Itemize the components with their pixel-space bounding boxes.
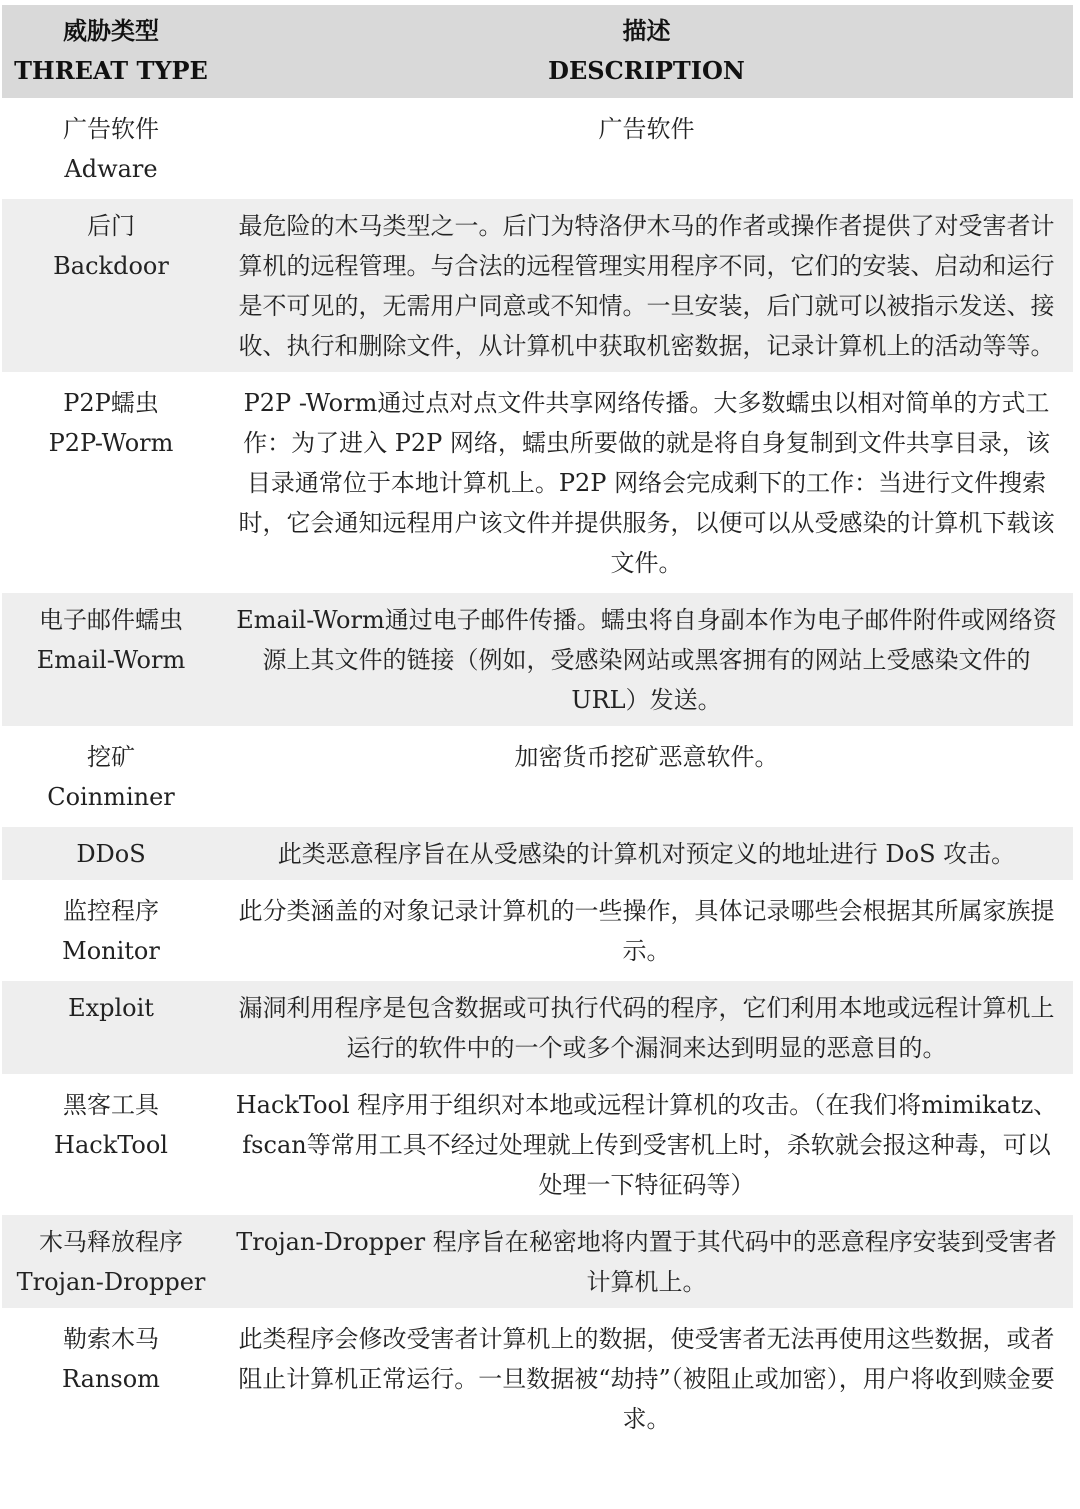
- threat-type-cell: [2, 591, 220, 728]
- threat-type-cell: [2, 882, 220, 979]
- table-body: [2, 100, 1073, 1447]
- threat-type-zh: 广告软件: [63, 115, 159, 143]
- table-row-monitor: [2, 882, 1073, 979]
- threat-type-cell: [2, 197, 220, 374]
- threat-type-cell: [2, 1213, 220, 1310]
- threat-description: 加密货币挖矿恶意软件。: [514, 743, 779, 771]
- threat-description: P2P -Worm通过点对点文件共享网络传播。大多数蠕虫以相对简单的方式工作：为了进入 P2P 网络，蠕虫所要做的就是将自身复制到文件共享目录，该目录通常位于本地计算机上。P2P 网络会完成剩下的工作：当进行文件搜索时，它会通知远程用户该文件并提供服务，以便可以从受感染的计算机下载该文件。: [238, 389, 1055, 577]
- threat-type-en: HackTool: [54, 1131, 168, 1159]
- threat-type-en: P2P-Worm: [48, 429, 174, 457]
- threat-description: 漏洞利用程序是包含数据或可执行代码的程序，它们利用本地或远程计算机上运行的软件中的一个或多个漏洞来达到明显的恶意目的。: [238, 994, 1055, 1062]
- table-row-adware: [2, 100, 1073, 197]
- table-header: [2, 5, 1073, 100]
- threat-type-cell: [2, 100, 220, 197]
- threat-type-zh: 勒索木马: [63, 1325, 159, 1353]
- table-row-p2p-worm: [2, 374, 1073, 591]
- threat-type-en: Exploit: [68, 994, 154, 1022]
- threat-type-cell: [2, 728, 220, 825]
- threat-description: 此分类涵盖的对象记录计算机的一些操作，具体记录哪些会根据其所属家族提示。: [238, 897, 1055, 965]
- threat-type-en: Monitor: [62, 937, 160, 965]
- table-row-ddos: [2, 825, 1073, 882]
- threat-description: 此类程序会修改受害者计算机上的数据，使受害者无法再使用这些数据，或者阻止计算机正常运行。一旦数据被“劫持”（被阻止或加密），用户将收到赎金要求。: [238, 1325, 1055, 1433]
- table-row-trojan-dropper: [2, 1213, 1073, 1310]
- threat-type-zh: 监控程序: [63, 897, 159, 925]
- threat-type-table: [2, 5, 1073, 1449]
- description-cell: [220, 374, 1073, 591]
- description-cell: [220, 728, 1073, 825]
- table-row-email-worm: [2, 591, 1073, 728]
- threat-type-zh: 木马释放程序: [39, 1228, 183, 1256]
- threat-type-zh: 后门: [87, 212, 135, 240]
- table-row-hacktool: [2, 1076, 1073, 1213]
- table-row-ransom: [2, 1310, 1073, 1447]
- threat-type-cell: [2, 1076, 220, 1213]
- threat-type-zh: 黑客工具: [63, 1091, 159, 1119]
- threat-type-en: Coinminer: [47, 783, 175, 811]
- threat-type-en: Adware: [64, 155, 158, 183]
- threat-type-en: Email-Worm: [36, 646, 186, 674]
- threat-type-header-en: THREAT TYPE: [14, 56, 208, 85]
- threat-description: HackTool 程序用于组织对本地或远程计算机的攻击。（在我们将mimikatz、fscan等常用工具不经过处理就上传到受害机上时，杀软就会报这种毒，可以处理一下特征码等）: [235, 1091, 1058, 1199]
- description-cell: [220, 1310, 1073, 1447]
- threat-type-header: [2, 5, 220, 100]
- threat-type-cell: [2, 374, 220, 591]
- threat-description: Email-Worm通过电子邮件传播。蠕虫将自身副本作为电子邮件附件或网络资源上其文件的链接（例如，受感染网站或黑客拥有的网站上受感染文件的 URL）发送。: [236, 606, 1057, 714]
- threat-type-cell: [2, 825, 220, 882]
- description-cell: [220, 197, 1073, 374]
- threat-description: 最危险的木马类型之一。后门为特洛伊木马的作者或操作者提供了对受害者计算机的远程管理。与合法的远程管理实用程序不同，它们的安装、启动和运行是不可见的，无需用户同意或不知情。一旦安装，后门就可以被指示发送、接收、执行和删除文件，从计算机中获取机密数据，记录计算机上的活动等等。: [238, 212, 1055, 360]
- description-cell: [220, 100, 1073, 197]
- threat-type-en: DDoS: [76, 840, 146, 868]
- threat-type-en: Backdoor: [53, 252, 169, 280]
- threat-type-cell: [2, 979, 220, 1076]
- description-cell: [220, 825, 1073, 882]
- threat-type-en: Ransom: [62, 1365, 160, 1393]
- table-row-backdoor: [2, 197, 1073, 374]
- description-cell: [220, 591, 1073, 728]
- threat-description: 广告软件: [598, 115, 695, 143]
- description-cell: [220, 882, 1073, 979]
- threat-type-zh: P2P蠕虫: [63, 389, 159, 417]
- threat-description: 此类恶意程序旨在从受感染的计算机对预定义的地址进行 DoS 攻击。: [277, 840, 1016, 868]
- threat-type-header-zh: 威胁类型: [63, 16, 159, 45]
- threat-type-zh: 电子邮件蠕虫: [39, 606, 183, 634]
- table-row-exploit: [2, 979, 1073, 1076]
- threat-type-cell: [2, 1310, 220, 1447]
- description-cell: [220, 1076, 1073, 1213]
- description-cell: [220, 979, 1073, 1076]
- threat-type-zh: 挖矿: [87, 743, 135, 771]
- header-row: [2, 5, 1073, 100]
- table-row-coinminer: [2, 728, 1073, 825]
- description-header: [220, 5, 1073, 100]
- description-header-en: DESCRIPTION: [548, 56, 745, 85]
- description-header-zh: 描述: [622, 16, 671, 45]
- description-cell: [220, 1213, 1073, 1310]
- threat-description: Trojan-Dropper 程序旨在秘密地将内置于其代码中的恶意程序安装到受害者计算机上。: [236, 1228, 1057, 1296]
- threat-type-en: Trojan-Dropper: [16, 1268, 206, 1296]
